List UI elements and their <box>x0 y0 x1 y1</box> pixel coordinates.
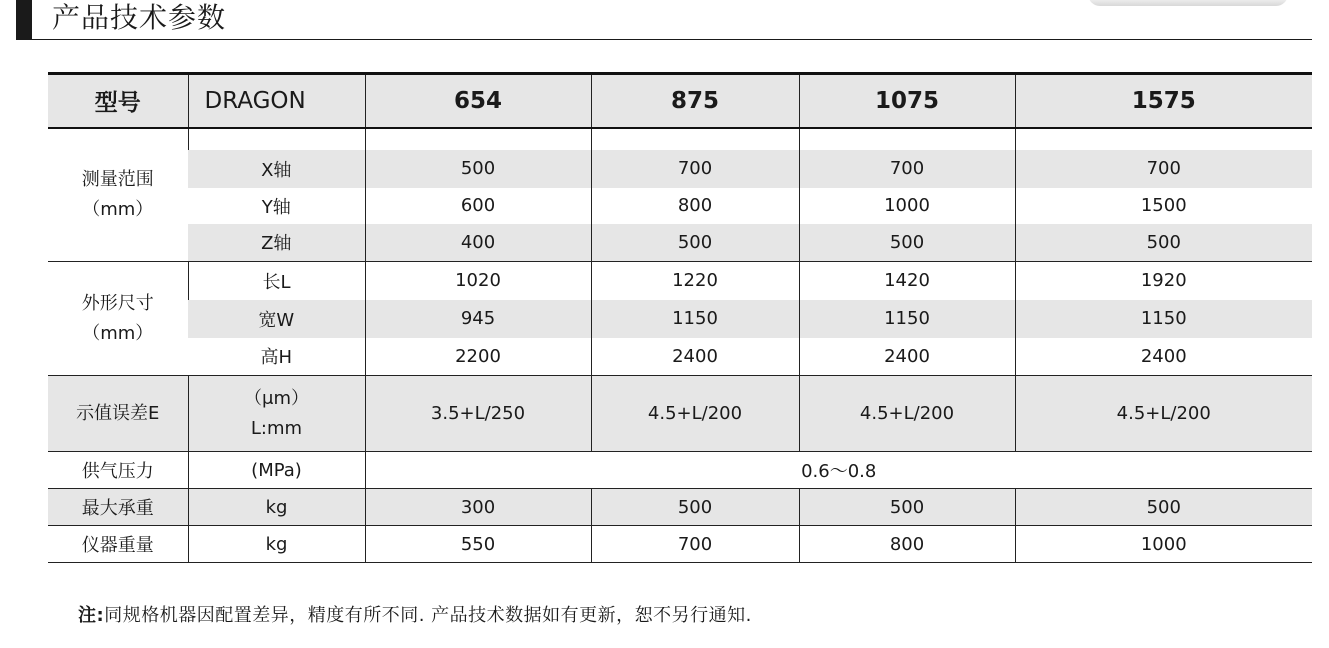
cell: 2400 <box>1015 338 1312 376</box>
cell: 2400 <box>799 338 1015 376</box>
range-unit: （mm） <box>82 198 154 220</box>
error-unit <box>188 376 365 452</box>
cell: 1020 <box>365 262 591 300</box>
table-row <box>48 150 1312 188</box>
footnote-prefix: 注: <box>78 605 105 626</box>
cell: 500 <box>365 150 591 188</box>
cell: 1150 <box>591 300 799 338</box>
load-unit: kg <box>188 489 365 526</box>
model-1075: 1075 <box>799 74 1015 128</box>
brand-name: DRAGON <box>188 74 365 128</box>
model-label: 型号 <box>48 74 188 128</box>
air-unit: (MPa) <box>188 452 365 489</box>
model-875: 875 <box>591 74 799 128</box>
height-label: 高H <box>188 338 365 376</box>
cell: 4.5+L/200 <box>799 376 1015 452</box>
title-divider <box>16 39 1312 40</box>
cell: 3.5+L/250 <box>365 376 591 452</box>
size-label: 外形尺寸 <box>81 292 154 314</box>
size-group-label <box>48 262 188 376</box>
table-row <box>48 376 1312 452</box>
cell: 700 <box>591 526 799 563</box>
size-unit: （mm） <box>82 322 154 344</box>
page-title: 产品技术参数 <box>52 1 227 34</box>
cell: 2200 <box>365 338 591 376</box>
error-label: 示值误差E <box>48 376 188 452</box>
cell: 300 <box>365 489 591 526</box>
width-label: 宽W <box>188 300 365 338</box>
table-row <box>48 338 1312 376</box>
footnote-text: 同规格机器因配置差异，精度有所不同. 产品技术数据如有更新，恕不另行通知. <box>104 605 752 626</box>
table-row <box>48 188 1312 224</box>
cell: 1150 <box>799 300 1015 338</box>
cell: 700 <box>1015 150 1312 188</box>
air-label: 供气压力 <box>48 452 188 489</box>
model-1575: 1575 <box>1015 74 1312 128</box>
footnote <box>78 601 752 627</box>
cell: 500 <box>799 489 1015 526</box>
air-value: 0.6～0.8 <box>365 452 1312 489</box>
cell: 700 <box>591 150 799 188</box>
cell: 400 <box>365 224 591 262</box>
cell: 800 <box>591 188 799 224</box>
cell: 1000 <box>799 188 1015 224</box>
table-row <box>48 224 1312 262</box>
cell: 1150 <box>1015 300 1312 338</box>
decorative-logo-arc <box>1088 0 1288 6</box>
weight-unit: kg <box>188 526 365 563</box>
cell: 1000 <box>1015 526 1312 563</box>
range-group-label <box>48 128 188 262</box>
cell: 1920 <box>1015 262 1312 300</box>
table-row <box>48 526 1312 563</box>
title-accent-bar <box>16 0 32 40</box>
cell: 4.5+L/200 <box>591 376 799 452</box>
error-unit-line2: L:mm <box>250 417 303 439</box>
cell: 1420 <box>799 262 1015 300</box>
cell: 500 <box>591 224 799 262</box>
model-654: 654 <box>365 74 591 128</box>
axis-x-label: X轴 <box>188 150 365 188</box>
cell: 550 <box>365 526 591 563</box>
cell: 945 <box>365 300 591 338</box>
cell: 500 <box>1015 489 1312 526</box>
axis-y-label: Y轴 <box>261 196 291 218</box>
cell: 500 <box>1015 224 1312 262</box>
load-label: 最大承重 <box>48 489 188 526</box>
cell: 4.5+L/200 <box>1015 376 1312 452</box>
cell: 1500 <box>1015 188 1312 224</box>
spec-table <box>48 72 1312 563</box>
weight-label: 仪器重量 <box>48 526 188 563</box>
error-unit-line1: （μm） <box>244 387 309 409</box>
spacer-row <box>48 128 1312 150</box>
axis-z-label: Z轴 <box>188 224 365 262</box>
table-header-row <box>48 74 1312 128</box>
cell: 1220 <box>591 262 799 300</box>
table-row <box>48 452 1312 489</box>
cell: 500 <box>799 224 1015 262</box>
cell: 600 <box>365 188 591 224</box>
table-row <box>48 300 1312 338</box>
cell: 2400 <box>591 338 799 376</box>
cell: 500 <box>591 489 799 526</box>
length-label: 长L <box>188 262 365 300</box>
cell: 800 <box>799 526 1015 563</box>
cell: 700 <box>799 150 1015 188</box>
table-row <box>48 262 1312 300</box>
table-row <box>48 489 1312 526</box>
range-label: 测量范围 <box>81 168 154 190</box>
